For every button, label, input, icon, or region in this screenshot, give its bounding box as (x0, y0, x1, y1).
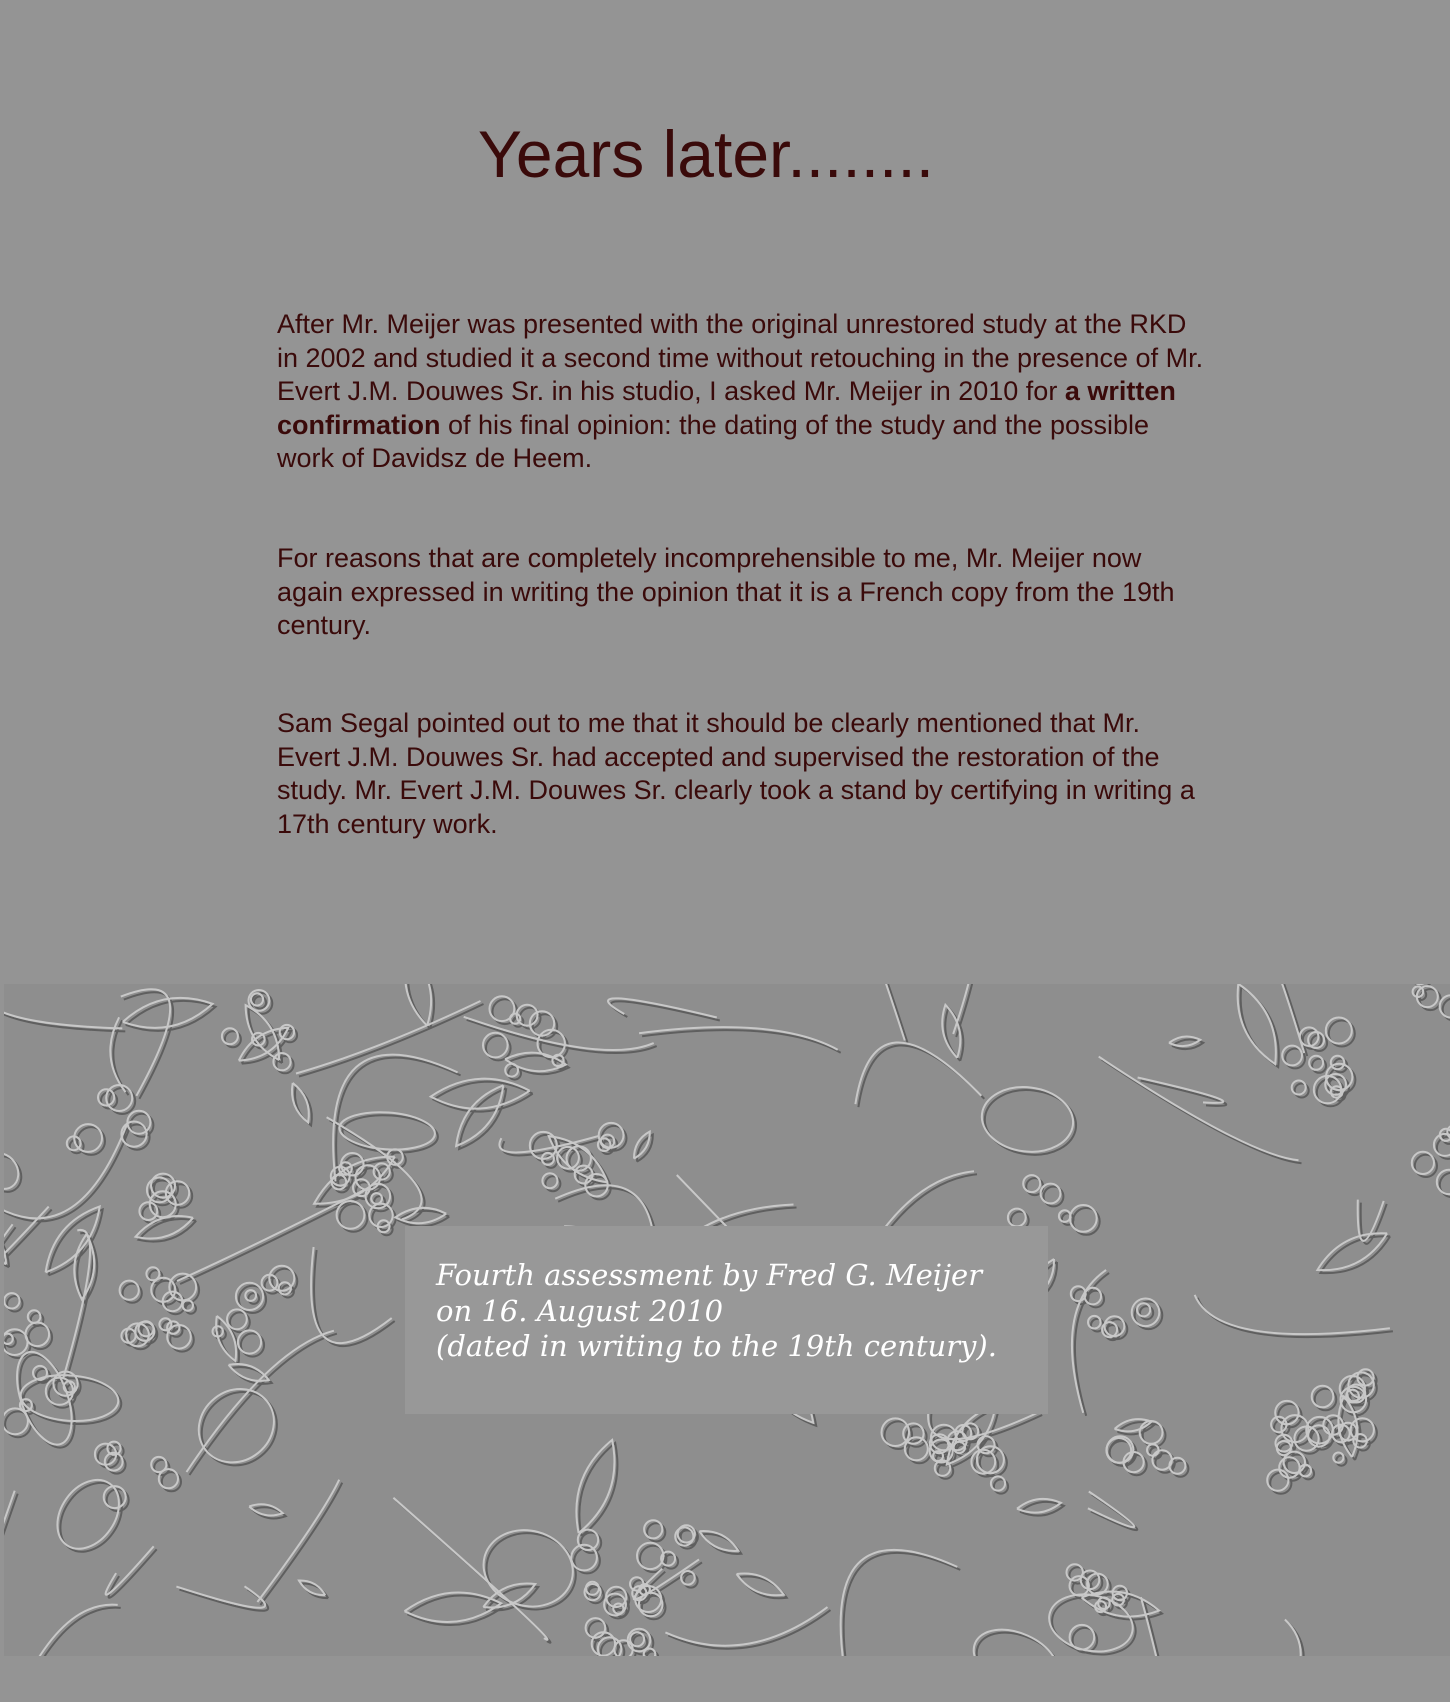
relief-mark (1090, 1317, 1103, 1330)
paragraph-french-copy-opinion: For reasons that are completely incomprehensible to me, Mr. Meijer now again expressed in writing the opinion that it is a French copy from the 19th century. (277, 543, 1175, 640)
relief-mark (1089, 1493, 1135, 1529)
relief-mark (512, 1015, 522, 1025)
relief-mark (645, 1650, 657, 1656)
caption-line-2: on 16. August 2010 (436, 1293, 724, 1328)
relief-mark (432, 1080, 531, 1110)
paragraph-written-confirmation (277, 308, 1207, 476)
relief-mark (992, 1478, 1006, 1492)
relief-mark (108, 1087, 134, 1113)
relief-mark (639, 1544, 665, 1570)
relief-mark (293, 1084, 310, 1124)
relief-mark (1285, 1453, 1306, 1474)
relief-mark (1237, 1621, 1302, 1656)
relief-mark (153, 1458, 168, 1473)
relief-mark (148, 1269, 161, 1282)
relief-mark (1196, 1296, 1391, 1335)
relief-mark (1335, 1454, 1345, 1464)
relief-mark (641, 1029, 840, 1052)
relief-mark (298, 1003, 483, 1076)
relief-mark (635, 1133, 651, 1160)
relief-mark (1116, 1421, 1153, 1433)
relief-mark (1311, 1057, 1325, 1071)
relief-mark (300, 1582, 326, 1597)
relief-mark (1171, 1038, 1202, 1048)
relief-mark (46, 1470, 133, 1562)
relief-mark (259, 1481, 341, 1603)
relief-mark (161, 1320, 173, 1332)
relief-mark (313, 1249, 394, 1345)
relief-mark (1071, 1207, 1098, 1234)
relief-mark (107, 1548, 155, 1596)
relief-mark (578, 1441, 616, 1534)
relief-mark (1025, 1177, 1042, 1194)
relief-mark (343, 1155, 365, 1177)
relief-mark (29, 1312, 42, 1325)
relief-mark (965, 1619, 1069, 1656)
relief-mark (6, 1295, 21, 1310)
relief-mark (121, 1282, 140, 1301)
page-title: Years later........ (477, 117, 935, 191)
relief-mark (1293, 1082, 1307, 1096)
relief-mark (4, 1335, 14, 1345)
relief-mark (1060, 1212, 1072, 1224)
relief-mark (1100, 1058, 1300, 1162)
relief-mark (21, 1374, 122, 1426)
relief-mark (251, 1506, 285, 1517)
relief-mark (230, 1366, 270, 1383)
relief-mark (1313, 1387, 1335, 1409)
relief-mark (632, 1634, 646, 1648)
relief-mark (397, 1209, 448, 1224)
relief-mark (683, 1573, 697, 1587)
relief-mark (4, 1148, 27, 1197)
relief-mark (857, 1044, 983, 1106)
relief-mark (599, 1639, 622, 1656)
relief-mark (1154, 1452, 1173, 1471)
relief-mark (184, 1302, 194, 1312)
relief-mark (476, 1522, 583, 1618)
relief-mark (1284, 1047, 1304, 1067)
relief-mark (141, 1204, 159, 1222)
relief-mark (632, 1579, 645, 1592)
relief-mark (178, 1588, 267, 1609)
relief-mark (4, 1492, 16, 1586)
relief-mark (1239, 985, 1277, 1065)
relief-mark (1106, 1318, 1126, 1338)
relief-mark (185, 1375, 290, 1479)
relief-mark (1412, 984, 1431, 986)
caption-line-3: (dated in writing to the 19th century). (436, 1329, 997, 1363)
relief-mark (27, 1324, 51, 1348)
relief-mark (842, 1551, 959, 1656)
relief-mark (738, 1575, 785, 1597)
relief-mark (9, 1606, 119, 1656)
relief-mark (247, 1292, 258, 1303)
relief-mark (4, 1223, 8, 1266)
relief-mark (1042, 1185, 1062, 1205)
relief-mark (1441, 997, 1450, 1019)
relief-mark (906, 1439, 929, 1462)
relief-mark (1139, 1305, 1152, 1318)
relief-mark (646, 1522, 664, 1540)
relief-mark (954, 984, 975, 1036)
relief-mark (866, 984, 907, 1042)
relief-mark (579, 1531, 599, 1551)
relief-mark (4, 984, 124, 1030)
relief-mark (338, 1203, 366, 1231)
relief-mark (1438, 1171, 1450, 1195)
relief-mark (1319, 1235, 1389, 1272)
relief-mark (1108, 1438, 1135, 1465)
relief-mark (252, 995, 264, 1007)
relief-mark (239, 1332, 262, 1355)
relief-mark (223, 1030, 239, 1046)
bold-emphasis: a written confirmation (277, 376, 1176, 440)
relief-mark (544, 1175, 559, 1190)
relief-mark (980, 1083, 1079, 1158)
relief-mark (1073, 1272, 1107, 1415)
relief-mark (4, 1126, 128, 1220)
relief-mark (229, 1311, 249, 1331)
relief-mark (701, 1533, 740, 1553)
relief-mark (1149, 1446, 1161, 1458)
paragraph-text: of his final opinion: the dating of the study and the possible work of Davidsz de Heem. (277, 409, 1150, 473)
relief-mark (1141, 1423, 1164, 1446)
paragraph-restoration-note: Sam Segal pointed out to me that it should be clearly mentioned that Mr. Evert J.M. Douwes Sr. had accepted and supervised the restoration of the study. Mr. Evert J.M. Douwes Sr. clearly took a stand by certifying in writing a 17th century work. (277, 708, 1195, 839)
paragraph-text: After Mr. Meijer was presented with the original unrestored study at the RKD in 2002 and studied it a second time without retouching in the presence of Mr. Evert J.M. Douwes Sr. in his studio, I asked Mr. Meijer in 2010 for (277, 309, 1204, 406)
relief-mark (218, 1317, 238, 1362)
relief-mark (373, 1195, 384, 1206)
relief-mark (944, 1006, 962, 1059)
relief-mark (1086, 1289, 1103, 1306)
caption-box (405, 1226, 1048, 1414)
relief-mark (340, 1111, 438, 1154)
relief-mark (1265, 984, 1306, 1055)
relief-mark (407, 984, 433, 1027)
relief-mark (1277, 1402, 1300, 1425)
relief-mark (602, 1136, 615, 1149)
caption-line-1: Fourth assessment by Fred G. Meijer (436, 1258, 983, 1292)
relief-mark (237, 1284, 264, 1311)
relief-mark (593, 1634, 616, 1656)
relief-mark (247, 1007, 281, 1062)
relief-mark (375, 1165, 391, 1181)
relief-mark (1332, 1057, 1345, 1070)
relief-mark (667, 1609, 829, 1648)
relief-mark (485, 1034, 510, 1059)
relief-mark (610, 1000, 719, 1019)
relief-mark (1269, 1471, 1290, 1492)
relief-mark (1019, 1500, 1063, 1514)
relief-mark (458, 1087, 505, 1148)
relief-mark (1281, 1459, 1301, 1479)
relief-mark (883, 1420, 911, 1448)
relief-mark (1413, 1153, 1435, 1175)
relief-mark (275, 1055, 292, 1072)
relief-mark (1327, 1019, 1353, 1045)
